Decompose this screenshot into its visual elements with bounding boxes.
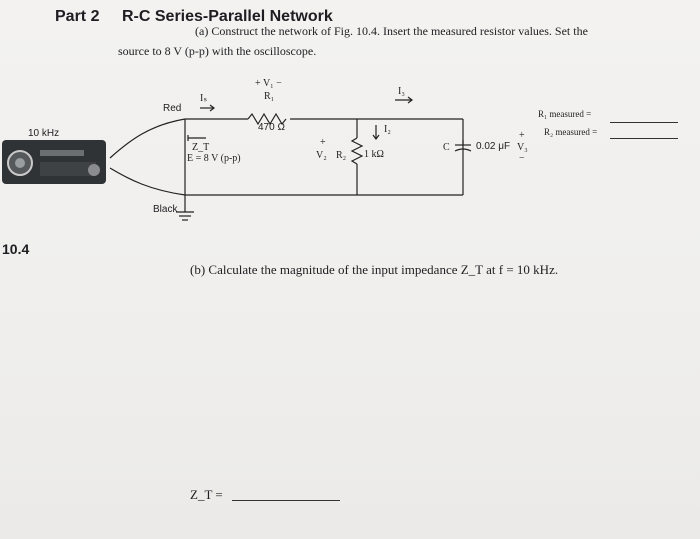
r2-measured-label: R₂ measured = [544,127,598,137]
r2-measured-blank[interactable] [610,138,678,139]
black-lead-label: Black [153,204,178,215]
r2-name: R₂ [336,150,347,161]
figure-number: 10.4 [2,241,30,257]
v2-plus: + [320,137,326,148]
v3-plus: + [519,130,525,141]
capacitor-value: 0.02 μF [476,141,511,152]
r1-name: R₁ [264,91,275,102]
part-a-line2: source to 8 V (p-p) with the oscilloscope. [118,44,317,58]
source-frequency: 10 kHz [28,128,60,139]
input-impedance-label: Z_T [192,142,210,153]
r2-value: 1 kΩ [364,149,384,160]
answer-label: Z_T = [190,487,223,502]
r1-value: 470 Ω [258,122,285,133]
signal-generator-icon [2,140,106,184]
i3-label: I₃ [398,86,405,97]
section-title: R-C Series-Parallel Network [122,8,333,25]
part-b-question: (b) Calculate the magnitude of the input impedance Z_T at f = 10 kHz. [190,262,559,277]
r1-measured-label: R₁ measured = [538,109,592,119]
source-voltage-label: E = 8 V (p-p) [187,153,241,164]
source-current-label: Iₛ [200,93,208,104]
answer-blank[interactable] [232,500,340,501]
v3-label: V₃ [517,142,528,153]
red-lead-label: Red [163,103,182,114]
v3-minus: − [519,153,525,164]
capacitor-name: C [443,142,450,153]
i2-label: I₂ [384,124,391,135]
r1-measured-blank[interactable] [610,122,678,123]
part-a-line1: (a) Construct the network of Fig. 10.4. Insert the measured resistor values. Set the [195,24,588,38]
v2-label: V₂ [316,150,327,161]
v1-label: + V₁ − [255,78,282,89]
part-number: Part 2 [55,8,100,25]
